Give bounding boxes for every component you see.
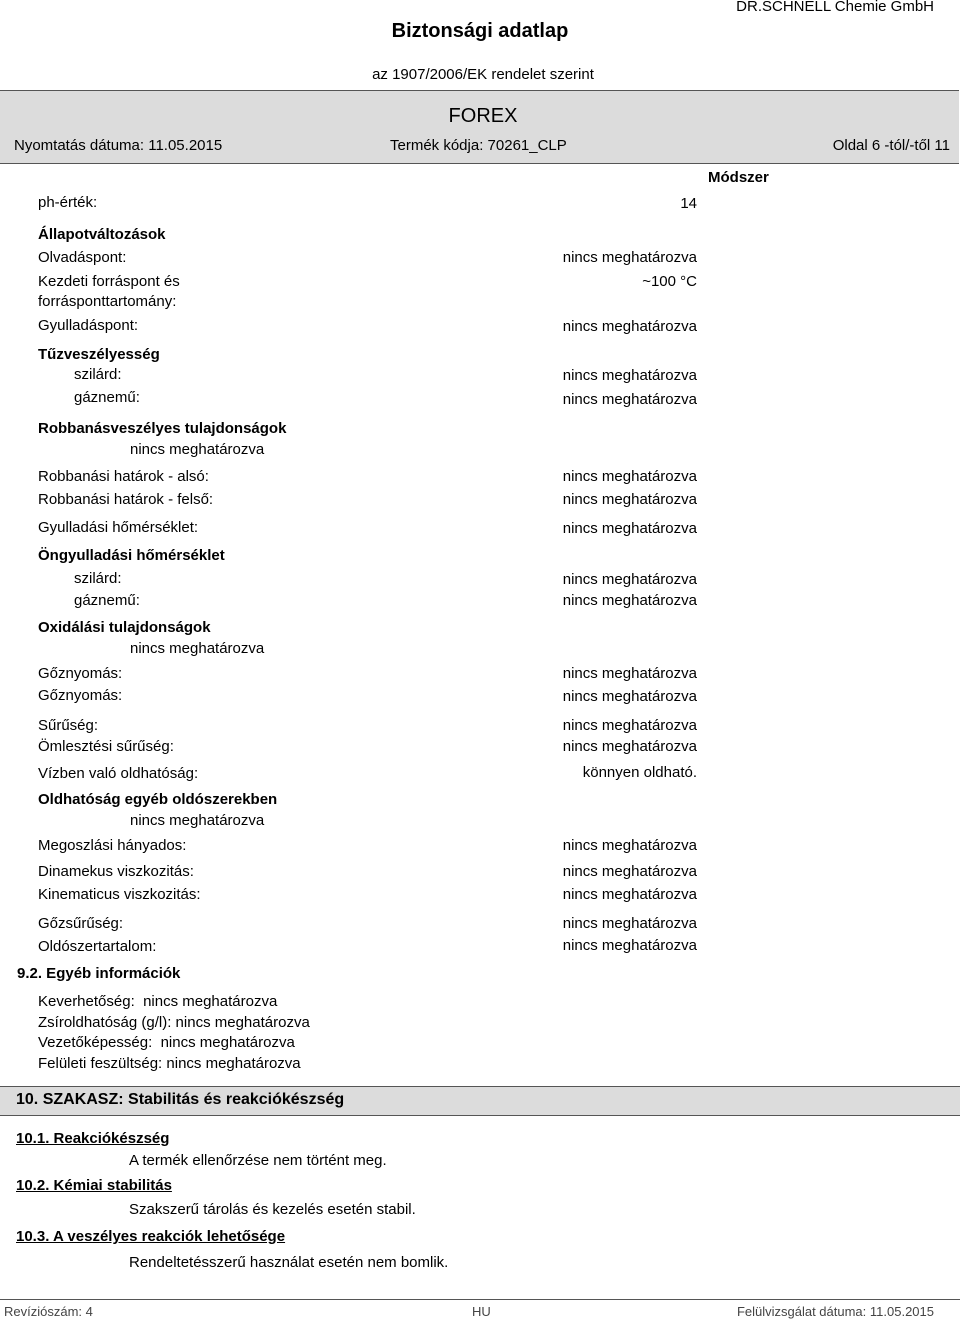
- flammability-gas-value: nincs meghatározva: [562, 391, 697, 408]
- reactivity-heading: 10.1. Reakciókészség: [16, 1130, 170, 1147]
- vapor-pressure-value-2: nincs meghatározva: [562, 688, 697, 705]
- boiling-value: ~100 °C: [642, 273, 697, 290]
- lower-limit-label: Robbanási határok - alsó:: [38, 468, 209, 485]
- hazardous-reactions-text: Rendeltetésszerű használat esetén nem bomlik.: [129, 1254, 449, 1271]
- partition-label: Megoszlási hányados:: [38, 837, 187, 854]
- product-code: Termék kódja: 70261_CLP: [390, 137, 567, 154]
- state-changes-heading: Állapotváltozások: [38, 226, 166, 243]
- section-10-title: 10. SZAKASZ: Stabilitás és reakciókészség: [16, 1091, 345, 1108]
- page-number: Oldal 6 -tól/-től 11: [832, 137, 950, 154]
- melting-label: Olvadáspont:: [38, 249, 127, 266]
- bulk-density-label: Ömlesztési sűrűség:: [38, 738, 174, 755]
- flammability-solid-label: szilárd:: [74, 366, 122, 383]
- document-title: Biztonsági adatlap: [391, 20, 569, 42]
- ignition-temp-value: nincs meghatározva: [562, 520, 697, 537]
- oxidizing-heading: Oxidálási tulajdonságok: [38, 619, 211, 636]
- vapor-pressure-value-1: nincs meghatározva: [562, 665, 697, 682]
- kinematic-viscosity-value: nincs meghatározva: [562, 886, 697, 903]
- density-label: Sűrűség:: [38, 717, 99, 734]
- vapor-density-value: nincs meghatározva: [562, 915, 697, 932]
- oxidizing-value: nincs meghatározva: [130, 640, 265, 657]
- miscibility-line: Keverhetőség: nincs meghatározva: [38, 993, 278, 1010]
- vapor-density-label: Gőzsűrűség:: [38, 915, 124, 932]
- kinematic-viscosity-label: Kinematicus viszkozitás:: [38, 886, 201, 903]
- ph-label: ph-érték:: [38, 194, 98, 211]
- autoignition-solid-value: nincs meghatározva: [562, 571, 697, 588]
- water-solubility-label: Vízben való oldhatóság:: [38, 765, 199, 782]
- autoignition-solid-label: szilárd:: [74, 570, 122, 587]
- solvent-content-label: Oldószertartalom:: [38, 938, 157, 955]
- other-solubility-heading: Oldhatóság egyéb oldószerekben: [38, 791, 278, 808]
- explosive-heading: Robbanásveszélyes tulajdonságok: [38, 420, 287, 437]
- autoignition-heading: Öngyulladási hőmérséklet: [38, 547, 225, 564]
- ignition-temp-label: Gyulladási hőmérséklet:: [38, 519, 199, 536]
- chemical-stability-heading: 10.2. Kémiai stabilitás: [16, 1177, 172, 1194]
- other-solubility-value: nincs meghatározva: [130, 812, 265, 829]
- reactivity-text: A termék ellenőrzése nem történt meg.: [129, 1152, 387, 1169]
- method-header: Módszer: [708, 169, 769, 186]
- hazardous-reactions-heading: 10.3. A veszélyes reakciók lehetősége: [16, 1228, 286, 1245]
- bulk-density-value: nincs meghatározva: [562, 738, 697, 755]
- ph-value: 14: [680, 195, 697, 212]
- revision-number: Revíziószám: 4: [4, 1304, 93, 1319]
- dynamic-viscosity-label: Dinamekus viszkozitás:: [38, 863, 194, 880]
- vapor-pressure-label-1: Gőznyomás:: [38, 665, 123, 682]
- explosive-value: nincs meghatározva: [130, 441, 265, 458]
- boiling-label-line1: Kezdeti forráspont és: [38, 273, 180, 290]
- other-info-heading: 9.2. Egyéb információk: [17, 965, 181, 982]
- flammability-gas-label: gáznemű:: [74, 389, 140, 406]
- flammability-heading: Tűzveszélyesség: [38, 346, 160, 363]
- density-value: nincs meghatározva: [562, 717, 697, 734]
- dynamic-viscosity-value: nincs meghatározva: [562, 863, 697, 880]
- product-name: FOREX: [448, 105, 518, 127]
- footer-divider: [0, 1299, 960, 1300]
- boiling-label-line2: forrásponttartomány:: [38, 293, 177, 310]
- autoignition-gas-label: gáznemű:: [74, 592, 140, 609]
- review-date: Felülvizsgálat dátuma: 11.05.2015: [736, 1304, 934, 1319]
- flash-point-value: nincs meghatározva: [562, 318, 697, 335]
- surface-tension-line: Felületi feszültség: nincs meghatározva: [38, 1055, 301, 1072]
- conductivity-line: Vezetőképesség: nincs meghatározva: [38, 1034, 295, 1051]
- water-solubility-value: könnyen oldható.: [582, 764, 697, 781]
- fat-solubility-line: Zsíroldhatóság (g/l): nincs meghatározva: [38, 1014, 310, 1031]
- chemical-stability-text: Szakszerű tárolás és kezelés esetén stabil.: [129, 1201, 416, 1218]
- company-name: DR.SCHNELL Chemie GmbH: [736, 0, 934, 15]
- partition-value: nincs meghatározva: [562, 837, 697, 854]
- print-date: Nyomtatás dátuma: 11.05.2015: [14, 137, 223, 154]
- regulation-text: az 1907/2006/EK rendelet szerint: [372, 66, 594, 83]
- flammability-solid-value: nincs meghatározva: [562, 367, 697, 384]
- lower-limit-value: nincs meghatározva: [562, 468, 697, 485]
- flash-point-label: Gyulladáspont:: [38, 317, 139, 334]
- melting-value: nincs meghatározva: [562, 249, 697, 266]
- autoignition-gas-value: nincs meghatározva: [562, 592, 697, 609]
- solvent-content-value: nincs meghatározva: [562, 937, 697, 954]
- language-code: HU: [472, 1304, 491, 1319]
- upper-limit-label: Robbanási határok - felső:: [38, 491, 214, 508]
- upper-limit-value: nincs meghatározva: [562, 491, 697, 508]
- vapor-pressure-label-2: Gőznyomás:: [38, 687, 123, 704]
